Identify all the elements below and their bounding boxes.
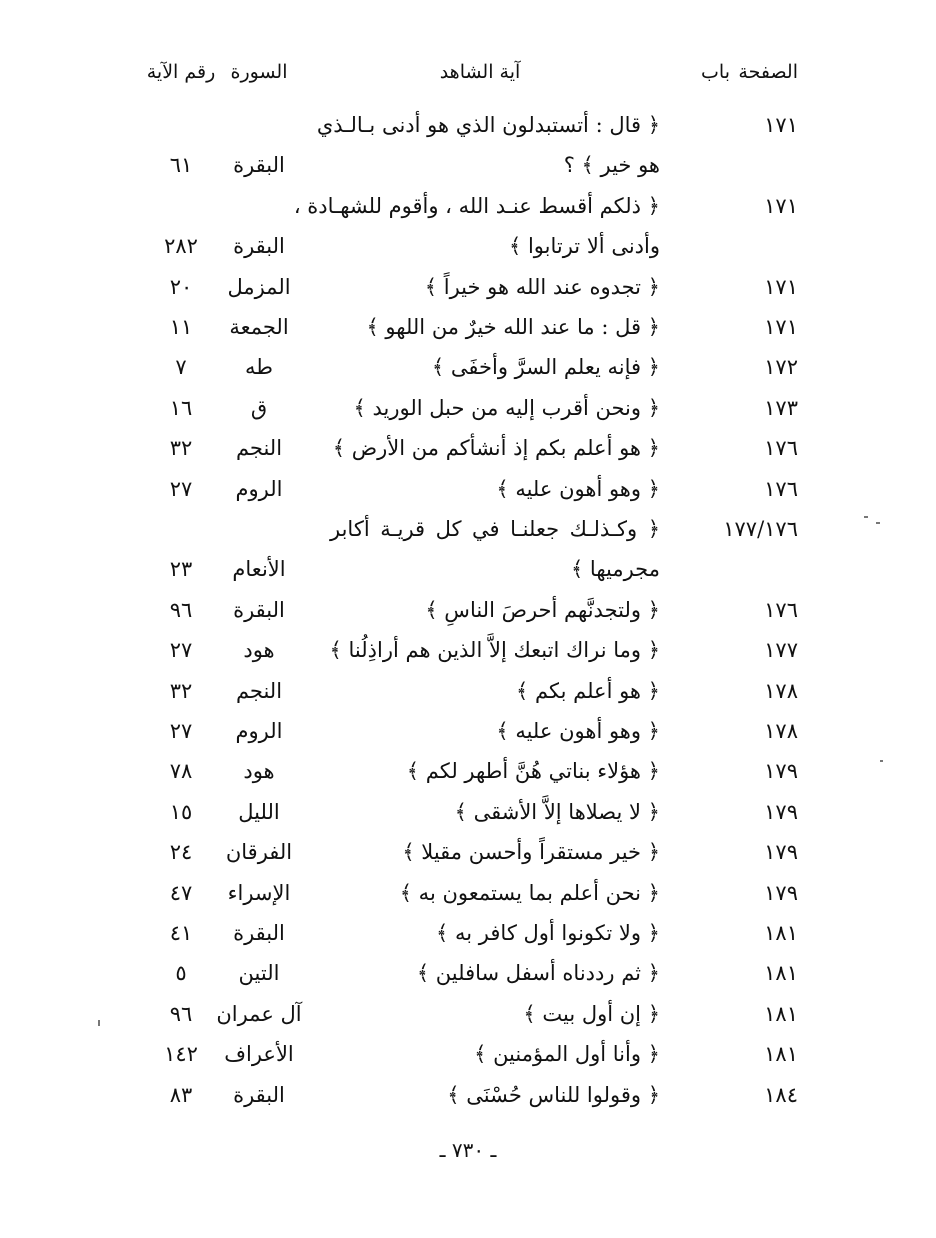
row-ayah-number: ٧ (175, 355, 187, 380)
row-page-number: ١٧٧ (764, 638, 798, 663)
row-ayah-number: ٢٨٢ (164, 234, 198, 259)
row-surah-name: هود (243, 638, 275, 663)
row-ayah-text: مجرميها ﴾ (570, 557, 660, 582)
column-header-bab: باب (701, 61, 730, 83)
row-ayah-number: ٩٦ (169, 597, 193, 622)
row-ayah-text: ﴿ هؤلاء بناتي هُنَّ أطهر لكم ﴾ (406, 759, 660, 784)
row-surah-name: المزمل (227, 274, 291, 299)
row-ayah-text: ﴿ ولتجدنَّهم أحرصَ الناسِ ﴾ (425, 597, 660, 622)
row-surah-name: البقرة (233, 597, 285, 622)
row-ayah-number: ٧٨ (169, 759, 193, 784)
row-surah-name: طه (245, 355, 273, 380)
row-page-number: ١٧٣ (764, 395, 798, 420)
scan-speck (864, 516, 868, 518)
page-number: ـ ٧٣٠ ـ (439, 1138, 497, 1162)
row-page-number: ١٧١ (764, 274, 798, 299)
scan-speck (876, 522, 880, 524)
row-ayah-number: ٢٤ (169, 840, 193, 865)
row-surah-name: الجمعة (229, 315, 289, 339)
row-ayah-number: ٢٧ (169, 476, 193, 501)
row-ayah-text: ﴿ لا يصلاها إلاَّ الأشقى ﴾ (454, 799, 660, 824)
row-ayah-text: ﴿ ونحن أقرب إليه من حبل الوريد ﴾ (353, 395, 660, 420)
scan-speck (98, 1020, 100, 1026)
row-ayah-text: ﴿ خير مستقراً وأحسن مقيلا ﴾ (402, 840, 660, 865)
row-surah-name: الروم (235, 719, 283, 743)
row-ayah-number: ٣٢ (169, 678, 193, 703)
row-surah-name: الأنعام (232, 557, 286, 582)
row-surah-name: آل عمران (216, 1001, 302, 1026)
row-ayah-text: ﴿ تجدوه عند الله هو خيراً ﴾ (424, 274, 660, 299)
row-ayah-text: ﴿ ثم رددناه أسفل سافلين ﴾ (416, 961, 660, 986)
row-ayah-text: ﴿ قل : ما عند الله خيرٌ من اللهو ﴾ (366, 315, 660, 339)
row-ayah-number: ٨٣ (169, 1082, 193, 1107)
row-page-number: ١٧١ (764, 193, 798, 218)
row-ayah-text: ﴿ فإنه يعلم السرَّ وأخفَى ﴾ (431, 355, 660, 380)
column-header-ayah: آية الشاهد (439, 61, 521, 83)
row-ayah-text: وأدنى ألا ترتابوا ﴾ (508, 234, 660, 259)
row-ayah-number: ٢٧ (169, 638, 193, 663)
row-surah-name: البقرة (233, 1082, 285, 1107)
row-page-number: ١٨١ (764, 921, 798, 945)
row-page-number: ١٧٧/١٧٦ (723, 517, 798, 541)
row-ayah-text: ﴿ قال : أتستبدلون الذي هو أدنى بـالـذي (316, 113, 660, 137)
row-page-number: ١٧٩ (764, 880, 798, 905)
row-ayah-number: ٣٢ (169, 436, 193, 461)
row-ayah-number: ٢٠ (169, 274, 193, 299)
row-ayah-text: هو خير ﴾ ؟ (563, 153, 660, 178)
row-ayah-number: ١٤٢ (164, 1042, 198, 1067)
row-ayah-number: ٩٦ (169, 1001, 193, 1026)
row-surah-name: البقرة (233, 234, 285, 259)
row-ayah-text: ﴿ وكـذلـك جعلنـا في كل قريـة أكابر (330, 517, 660, 541)
row-page-number: ١٧٢ (764, 355, 798, 380)
row-page-number: ١٨٤ (764, 1082, 798, 1107)
row-ayah-text: ﴿ وقولوا للناس حُسْنَى ﴾ (447, 1082, 660, 1107)
row-surah-name: التين (238, 961, 280, 986)
scan-speck (880, 760, 883, 762)
row-ayah-text: ﴿ وأنا أول المؤمنين ﴾ (474, 1042, 660, 1067)
row-surah-name: النجم (235, 436, 283, 461)
row-page-number: ١٧٦ (764, 476, 798, 501)
row-page-number: ١٧١ (764, 315, 798, 339)
row-page-number: ١٧٩ (764, 759, 798, 784)
row-ayah-text: ﴿ وما نراك اتبعك إلاَّ الذين هم أراذِلُنا ﴾ (329, 638, 660, 663)
row-page-number: ١٧٦ (764, 597, 798, 622)
row-page-number: ١٨١ (764, 1042, 798, 1067)
row-surah-name: النجم (235, 678, 283, 703)
row-surah-name: الليل (238, 799, 280, 824)
row-ayah-text: ﴿ ذلكم أقسط عنـد الله ، وأقوم للشهـادة ، (293, 193, 660, 218)
column-header-surah: السورة (230, 61, 288, 83)
row-ayah-text: ﴿ هو أعلم بكم إذ أنشأكم من الأرض ﴾ (332, 436, 660, 461)
row-ayah-text: ﴿ وهو أهون عليه ﴾ (496, 719, 660, 743)
row-ayah-text: ﴿ وهو أهون عليه ﴾ (496, 476, 660, 501)
row-surah-name: الأعراف (224, 1042, 294, 1067)
row-page-number: ١٧١ (764, 113, 798, 137)
row-surah-name: البقرة (233, 153, 285, 178)
row-page-number: ١٧٦ (764, 436, 798, 461)
column-header-page: الصفحة (738, 61, 798, 83)
row-ayah-number: ١٥ (169, 799, 193, 824)
row-page-number: ١٧٩ (764, 799, 798, 824)
row-surah-name: الفرقان (225, 840, 293, 865)
row-ayah-number: ٦١ (169, 153, 193, 178)
row-ayah-number: ١١ (169, 315, 193, 339)
column-header-ayah-number: رقم الآية (146, 61, 216, 83)
row-ayah-number: ٥ (175, 961, 187, 986)
row-surah-name: ق (250, 395, 268, 420)
row-ayah-text: ﴿ ولا تكونوا أول كافر به ﴾ (436, 921, 660, 945)
row-ayah-number: ٢٧ (169, 719, 193, 743)
row-surah-name: الإسراء (227, 880, 291, 905)
row-surah-name: هود (243, 759, 275, 784)
row-surah-name: الروم (235, 476, 283, 501)
row-ayah-number: ٤٧ (169, 880, 193, 905)
row-ayah-text: ﴿ إن أول بيت ﴾ (523, 1001, 660, 1026)
row-ayah-number: ٢٣ (169, 557, 193, 582)
row-ayah-text: ﴿ هو أعلم بكم ﴾ (516, 678, 660, 703)
row-page-number: ١٧٨ (764, 719, 798, 743)
row-page-number: ١٧٩ (764, 840, 798, 865)
row-ayah-text: ﴿ نحن أعلم بما يستمعون به ﴾ (399, 880, 660, 905)
row-page-number: ١٨١ (764, 961, 798, 986)
row-ayah-number: ٤١ (169, 921, 193, 945)
row-page-number: ١٨١ (764, 1001, 798, 1026)
row-surah-name: البقرة (233, 921, 285, 945)
row-page-number: ١٧٨ (764, 678, 798, 703)
row-ayah-number: ١٦ (169, 395, 193, 420)
